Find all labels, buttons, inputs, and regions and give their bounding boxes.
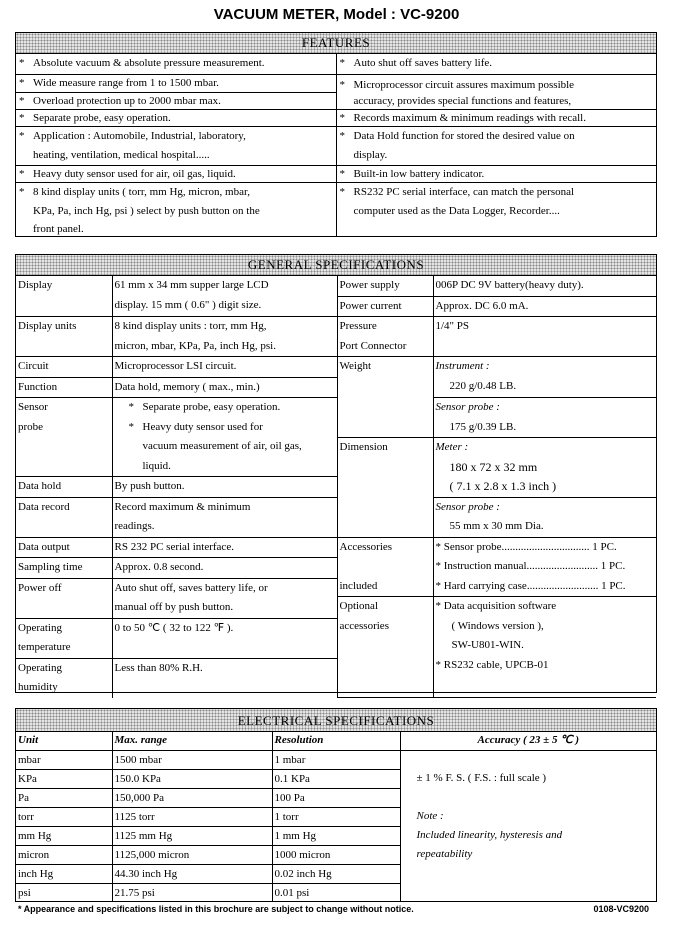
spec-value: Instrument : 220 g/0.48 LB. <box>433 357 656 398</box>
table-cell: 1125,000 micron <box>112 845 272 864</box>
feature-item: * Overload protection up to 2000 mbar max. <box>16 92 336 109</box>
footer-disclaimer: * Appearance and specifications listed in this brochure are subject to change without notice. <box>18 904 414 914</box>
table-cell: micron <box>16 845 112 864</box>
table-cell: mbar <box>16 750 112 769</box>
table-cell: KPa <box>16 769 112 788</box>
spec-value: 006P DC 9V battery(heavy duty). <box>433 276 656 296</box>
table-cell: 1 mbar <box>272 750 400 769</box>
spec-label: Power off <box>16 578 112 618</box>
spec-label: Power supply <box>337 276 433 296</box>
column-header-unit: Unit <box>16 732 112 750</box>
spec-label: Operating temperature <box>16 618 112 658</box>
spec-label: Dimension <box>337 438 433 538</box>
spec-value: Approx. DC 6.0 mA. <box>433 296 656 317</box>
feature-item: * Separate probe, easy operation. <box>16 109 336 126</box>
spec-label: Circuit <box>16 357 112 378</box>
table-cell: psi <box>16 883 112 902</box>
table-cell: mm Hg <box>16 826 112 845</box>
page-title: VACUUM METER, Model : VC-9200 <box>213 6 460 23</box>
spec-value: Record maximum & minimum readings. <box>112 497 337 537</box>
spec-label: Sampling time <box>16 558 112 579</box>
feature-item: * Microprocessor circuit assures maximum possible accuracy, provides special functions and features, <box>336 74 656 109</box>
accuracy-cell: ± 1 % F. S. ( F.S. : full scale ) Note : Included linearity, hysteresis and repeatability <box>400 750 656 902</box>
spec-label: Function <box>16 377 112 398</box>
table-cell: torr <box>16 807 112 826</box>
spec-value: 1/4" PS <box>433 317 656 357</box>
feature-item: * Heavy duty sensor used for air, oil gas, liquid. <box>16 165 336 182</box>
feature-item: * Auto shut off saves battery life. <box>336 54 656 74</box>
table-cell: 0.1 KPa <box>272 769 400 788</box>
feature-item: * RS232 PC serial interface, can match the personal computer used as the Data Logger, Recorder.... <box>336 182 656 237</box>
general-specifications-heading: GENERAL SPECIFICATIONS <box>16 255 656 276</box>
spec-value: Approx. 0.8 second. <box>112 558 337 579</box>
general-specifications-table <box>16 276 656 698</box>
spec-label: Accessories included <box>337 537 433 597</box>
spec-value: Sensor probe : 175 g/0.39 LB. <box>433 398 656 438</box>
feature-item: * Built-in low battery indicator. <box>336 165 656 182</box>
table-cell: 0.01 psi <box>272 883 400 902</box>
column-header-max-range: Max. range <box>112 732 272 750</box>
table-cell: 1 mm Hg <box>272 826 400 845</box>
spec-value: RS 232 PC serial interface. <box>112 537 337 558</box>
spec-label: Sensor probe <box>16 398 112 477</box>
table-cell: 150,000 Pa <box>112 788 272 807</box>
spec-label: Optional accessories <box>337 597 433 698</box>
electrical-specifications-heading: ELECTRICAL SPECIFICATIONS <box>16 709 656 732</box>
table-cell: 1 torr <box>272 807 400 826</box>
spec-label: Data hold <box>16 477 112 498</box>
spec-label: Operating humidity <box>16 658 112 698</box>
column-header-resolution: Resolution <box>272 732 400 750</box>
spec-label: Data record <box>16 497 112 537</box>
spec-value: 61 mm x 34 mm supper large LCD display. 15 mm ( 0.6" ) digit size. <box>112 276 337 317</box>
features-heading: FEATURES <box>16 33 656 54</box>
footer-code: 0108-VC9200 <box>593 904 649 914</box>
spec-value: Less than 80% R.H. <box>112 658 337 698</box>
feature-item: * Records maximum & minimum readings with recall. <box>336 109 656 126</box>
feature-item: * Application : Automobile, Industrial, laboratory, heating, ventilation, medical hospital..... <box>16 126 336 165</box>
spec-label: Display units <box>16 317 112 357</box>
general-specifications-section <box>15 254 657 693</box>
spec-value: Microprocessor LSI circuit. <box>112 357 337 378</box>
table-cell: 44.30 inch Hg <box>112 864 272 883</box>
spec-value: 0 to 50 ℃ ( 32 to 122 ℉ ). <box>112 618 337 658</box>
spec-value: Data hold, memory ( max., min.) <box>112 377 337 398</box>
spec-label: Weight <box>337 357 433 438</box>
electrical-specifications-table <box>16 732 656 902</box>
column-header-accuracy: Accuracy ( 23 ± 5 ℃ ) <box>400 732 656 750</box>
feature-item: * Absolute vacuum & absolute pressure measurement. <box>16 54 336 74</box>
table-cell: inch Hg <box>16 864 112 883</box>
spec-value: Auto shut off, saves battery life, or manual off by push button. <box>112 578 337 618</box>
spec-value: Meter : 180 x 72 x 32 mm ( 7.1 x 2.8 x 1.3 inch ) <box>433 438 656 498</box>
features-table <box>16 54 656 237</box>
table-cell: 21.75 psi <box>112 883 272 902</box>
spec-value: 8 kind display units : torr, mm Hg, micron, mbar, KPa, Pa, inch Hg, psi. <box>112 317 337 357</box>
table-cell: 1125 mm Hg <box>112 826 272 845</box>
feature-item: * 8 kind display units ( torr, mm Hg, micron, mbar, KPa, Pa, inch Hg, psi ) select by push button on the front panel. <box>16 182 336 237</box>
table-cell: 0.02 inch Hg <box>272 864 400 883</box>
table-cell: 100 Pa <box>272 788 400 807</box>
feature-item: * Data Hold function for stored the desired value on display. <box>336 126 656 165</box>
spec-value: * Data acquisition software ( Windows version ), SW-U801-WIN. * RS232 cable, UPCB-01 <box>433 597 656 698</box>
table-cell: 1500 mbar <box>112 750 272 769</box>
features-section <box>15 32 657 237</box>
spec-label: Data output <box>16 537 112 558</box>
spec-label: Pressure Port Connector <box>337 317 433 357</box>
table-cell: 1000 micron <box>272 845 400 864</box>
table-cell: 150.0 KPa <box>112 769 272 788</box>
electrical-specifications-section <box>15 708 657 902</box>
table-cell: Pa <box>16 788 112 807</box>
spec-label: Display <box>16 276 112 317</box>
spec-label: Power current <box>337 296 433 317</box>
spec-value: * Separate probe, easy operation. * Heavy duty sensor used for vacuum measurement of air, oil gas, liquid. <box>112 398 337 477</box>
feature-item: * Wide measure range from 1 to 1500 mbar. <box>16 74 336 92</box>
spec-value: Sensor probe : 55 mm x 30 mm Dia. <box>433 497 656 537</box>
spec-value: By push button. <box>112 477 337 498</box>
table-cell: 1125 torr <box>112 807 272 826</box>
spec-value: * Sensor probe................................ 1 PC. * Instruction manual.......................... 1 PC. * Hard carrying case.......................... 1 PC. <box>433 537 656 597</box>
